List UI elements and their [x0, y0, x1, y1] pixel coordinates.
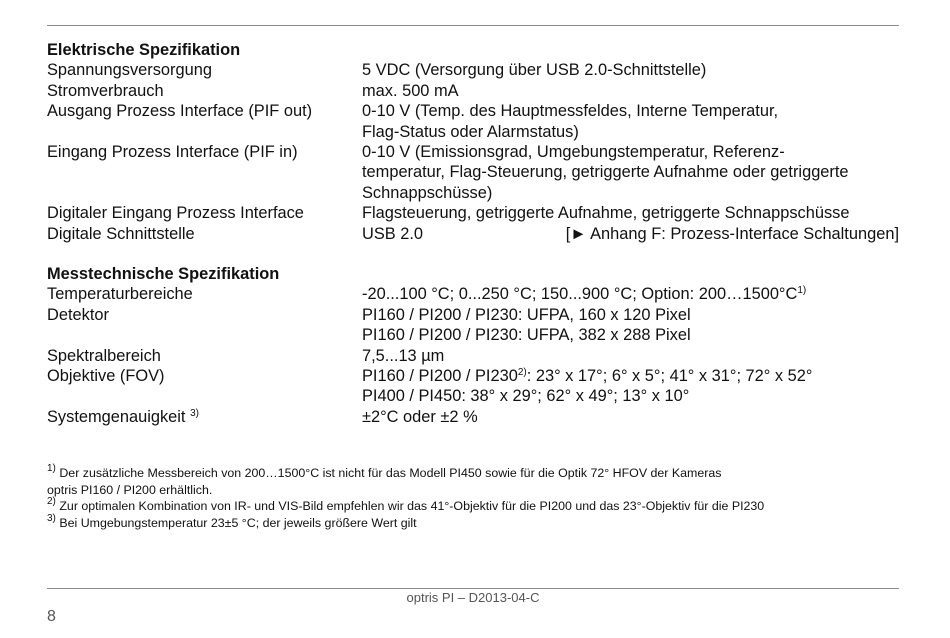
spec-row-optics: [47, 366, 907, 407]
spec-value: 0-10 V (Emissionsgrad, Umgebungstemperatur, Referenz- temperatur, Flag-Steuerung, getriggerte Aufnahme oder getriggerte Schnappschüsse): [362, 143, 849, 202]
spec-label: Stromverbrauch: [47, 81, 164, 100]
spec-value: PI160 / PI200 / PI230: UFPA, 160 x 120 Pixel PI160 / PI200 / PI230: UFPA, 382 x 288 Pixel: [362, 305, 691, 345]
spec-value: 5 VDC (Versorgung über USB 2.0-Schnittstelle): [362, 61, 707, 80]
footnote-3: [47, 512, 917, 532]
spec-row-digital-interface: [47, 224, 907, 244]
spec-value: [362, 284, 907, 304]
temperature-ranges-text: -20...100 °C; 0...250 °C; 150...900 °C; Option: 200…1500°C: [362, 285, 798, 304]
spec-label: Spannungsversorgung: [47, 61, 212, 80]
spec-row-digital-input: [47, 203, 907, 223]
optics-models: PI160 / PI200 / PI230: [362, 367, 518, 386]
spec-row-temperature-ranges: [47, 284, 907, 304]
spec-row-pif-in: [47, 142, 907, 203]
spec-value: [362, 366, 907, 407]
optics-fov-list: : 23° x 17°; 6° x 5°; 41° x 31°; 72° x 52°: [526, 367, 813, 386]
measurement-spec-section: [47, 264, 907, 427]
spec-label: Eingang Prozess Interface (PIF in): [47, 143, 298, 162]
footnote-ref: 3): [190, 407, 199, 419]
spec-row-spectral-range: [47, 346, 907, 366]
footnote-ref: 1): [797, 285, 807, 297]
footnotes: [47, 465, 917, 531]
appendix-reference: [► Anhang F: Prozess-Interface Schaltungen]: [565, 224, 899, 243]
spec-label: Digitaler Eingang Prozess Interface: [47, 204, 304, 223]
electrical-spec-section: [47, 40, 907, 244]
spec-label: Digitale Schnittstelle: [47, 224, 195, 243]
spec-row-pif-out: [47, 101, 907, 142]
optics-fov-line2: PI400 / PI450: 38° x 29°; 62° x 49°; 13° x 10°: [362, 387, 690, 406]
bottom-divider: [47, 588, 899, 589]
spec-value: Flagsteuerung, getriggerte Aufnahme, getriggerte Schnappschüsse: [362, 204, 850, 223]
footer-text: optris PI – D2013-04-C: [406, 590, 540, 605]
electrical-spec-heading: Elektrische Spezifikation: [47, 41, 241, 59]
footnote-ref: 2): [517, 367, 527, 379]
footnote-text: Der zusätzliche Messbereich von 200…1500°C ist nicht für das Modell PI450 sowie für die Optik 72° HFOV der Kameras optris PI160 / PI200 erhältlich.: [47, 466, 722, 497]
footnote-text: Zur optimalen Kombination von IR- und VIS-Bild empfehlen wir das 41°-Objektiv für die PI200 und das 23°-Objektiv für die PI230: [59, 499, 765, 514]
measurement-spec-heading: Messtechnische Spezifikation: [47, 265, 280, 283]
footnote-text: Bei Umgebungstemperatur 23±5 °C; der jeweils größere Wert gilt: [59, 515, 417, 530]
footnote-mark: 2): [47, 496, 56, 508]
spec-value: ±2°C oder ±2 %: [362, 407, 478, 426]
top-divider: [47, 25, 899, 26]
spec-row-power-supply: [47, 60, 907, 80]
spec-value: 7,5...13 µm: [362, 346, 445, 365]
usb-value: USB 2.0: [362, 224, 424, 243]
spec-row-power-consumption: [47, 81, 907, 101]
spec-label: Detektor: [47, 305, 109, 324]
spec-label: Ausgang Prozess Interface (PIF out): [47, 102, 313, 121]
spec-value: max. 500 mA: [362, 81, 459, 100]
spec-value: [362, 224, 907, 244]
spec-row-detector: [47, 305, 907, 346]
spec-label: Objektive (FOV): [47, 367, 165, 386]
spec-label: Temperaturbereiche: [47, 285, 193, 304]
footnote-1: [47, 465, 917, 498]
footnote-mark: 3): [47, 512, 56, 524]
spec-label: Spektralbereich: [47, 346, 161, 365]
spec-value: 0-10 V (Temp. des Hauptmessfeldes, Interne Temperatur, Flag-Status oder Alarmstatus): [362, 102, 779, 141]
footnote-2: [47, 498, 917, 515]
spec-label: [47, 407, 362, 427]
footnote-mark: 1): [47, 463, 56, 474]
page-number: 8: [47, 608, 56, 625]
spec-row-system-accuracy: [47, 407, 907, 427]
system-accuracy-label: Systemgenauigkeit: [47, 407, 186, 426]
